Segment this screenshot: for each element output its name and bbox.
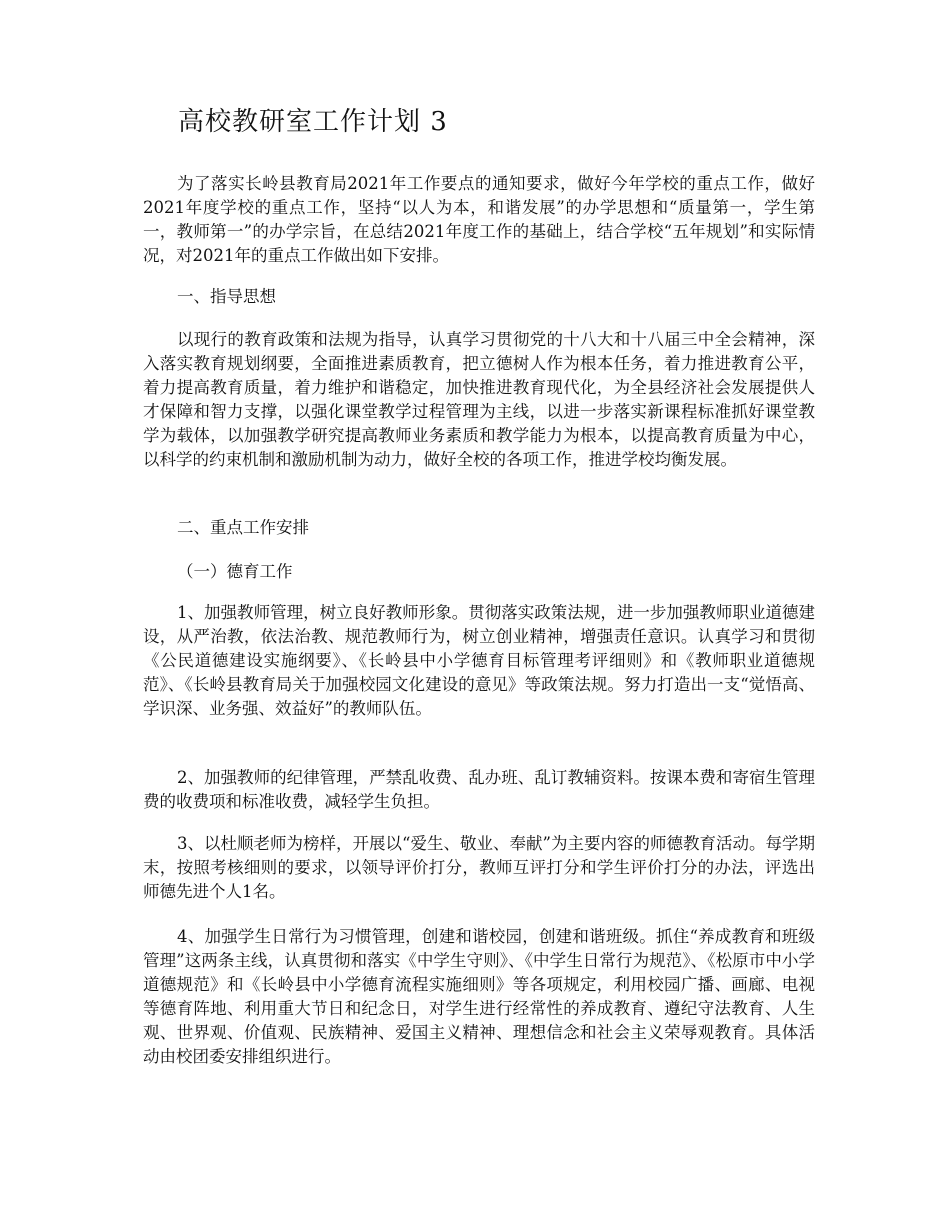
section-heading-key-work: 二、重点工作安排 xyxy=(177,518,309,537)
document-title: 高校教研室工作计划 3 xyxy=(178,107,448,137)
item-paragraph-2: 2、加强教师的纪律管理，严禁乱收费、乱办班、乱订教辅资料。按课本费和寄宿生管理费的收费项和标准收费，减轻学生负担。 xyxy=(143,768,815,811)
intro-paragraph: 为了落实长岭县教育局2021年工作要点的通知要求，做好今年学校的重点工作，做好2021年度学校的重点工作，坚持“以人为本，和谐发展”的办学思想和“质量第一，学生第一，教师第一”的办学宗旨，在总结2021年度工作的基础上，结合学校“五年规划”和实际情况，对2021年的重点工作做出如下安排。 xyxy=(143,174,815,265)
guiding-ideology-paragraph: 以现行的教育政策和法规为指导，认真学习贯彻党的十八大和十八届三中全会精神，深入落实教育规划纲要，全面推进素质教育，把立德树人作为根本任务，着力推进教育公平，着力提高教育质量，着力维护和谐稳定，加快推进教育现代化，为全县经济社会发展提供人才保障和智力支撑，以强化课堂教学过程管理为主线，以进一步落实新课程标准抓好课堂教学为载体，以加强教学研究提高教师业务素质和教学能力为根本，以提高教育质量为中心，以科学的约束机制和激励机制为动力，做好全校的各项工作，推进学校均衡发展。 xyxy=(143,330,815,469)
item-paragraph-4: 4、加强学生日常行为习惯管理，创建和谐校园，创建和谐班级。抓住“养成教育和班级管理”这两条主线，认真贯彻和落实《中学生守则》、《中学生日常行为规范》、《松原市中小学道德规范》和《长岭县中小学德育流程实施细则》等各项规定，利用校园广播、画廊、电视等德育阵地、利用重大节日和纪念日，对学生进行经常性的养成教育、遵纪守法教育、人生观、世界观、价值观、民族精神、爱国主义精神、理想信念和社会主义荣辱观教育。具体活动由校团委安排组织进行。 xyxy=(143,927,815,1066)
item-paragraph-1: 1、加强教师管理，树立良好教师形象。贯彻落实政策法规，进一步加强教师职业道德建设，从严治教，依法治教、规范教师行为，树立创业精神，增强责任意识。认真学习和贯彻《公民道德建设实施纲要》、《长岭县中小学德育目标管理考评细则》和《教师职业道德规范》、《长岭县教育局关于加强校园文化建设的意见》等政策法规。努力打造出一支“觉悟高、学识深、业务强、效益好”的教师队伍。 xyxy=(143,603,815,718)
item-paragraph-3: 3、以杜顺老师为榜样，开展以“爱生、敬业、奉献”为主要内容的师德教育活动。每学期末，按照考核细则的要求，以领导评价打分，教师互评打分和学生评价打分的办法，评选出师德先进个人1名。 xyxy=(143,834,815,901)
section-heading-guiding-ideology: 一、指导思想 xyxy=(177,287,276,306)
subsection-heading-moral-education: （一）德育工作 xyxy=(177,562,293,581)
